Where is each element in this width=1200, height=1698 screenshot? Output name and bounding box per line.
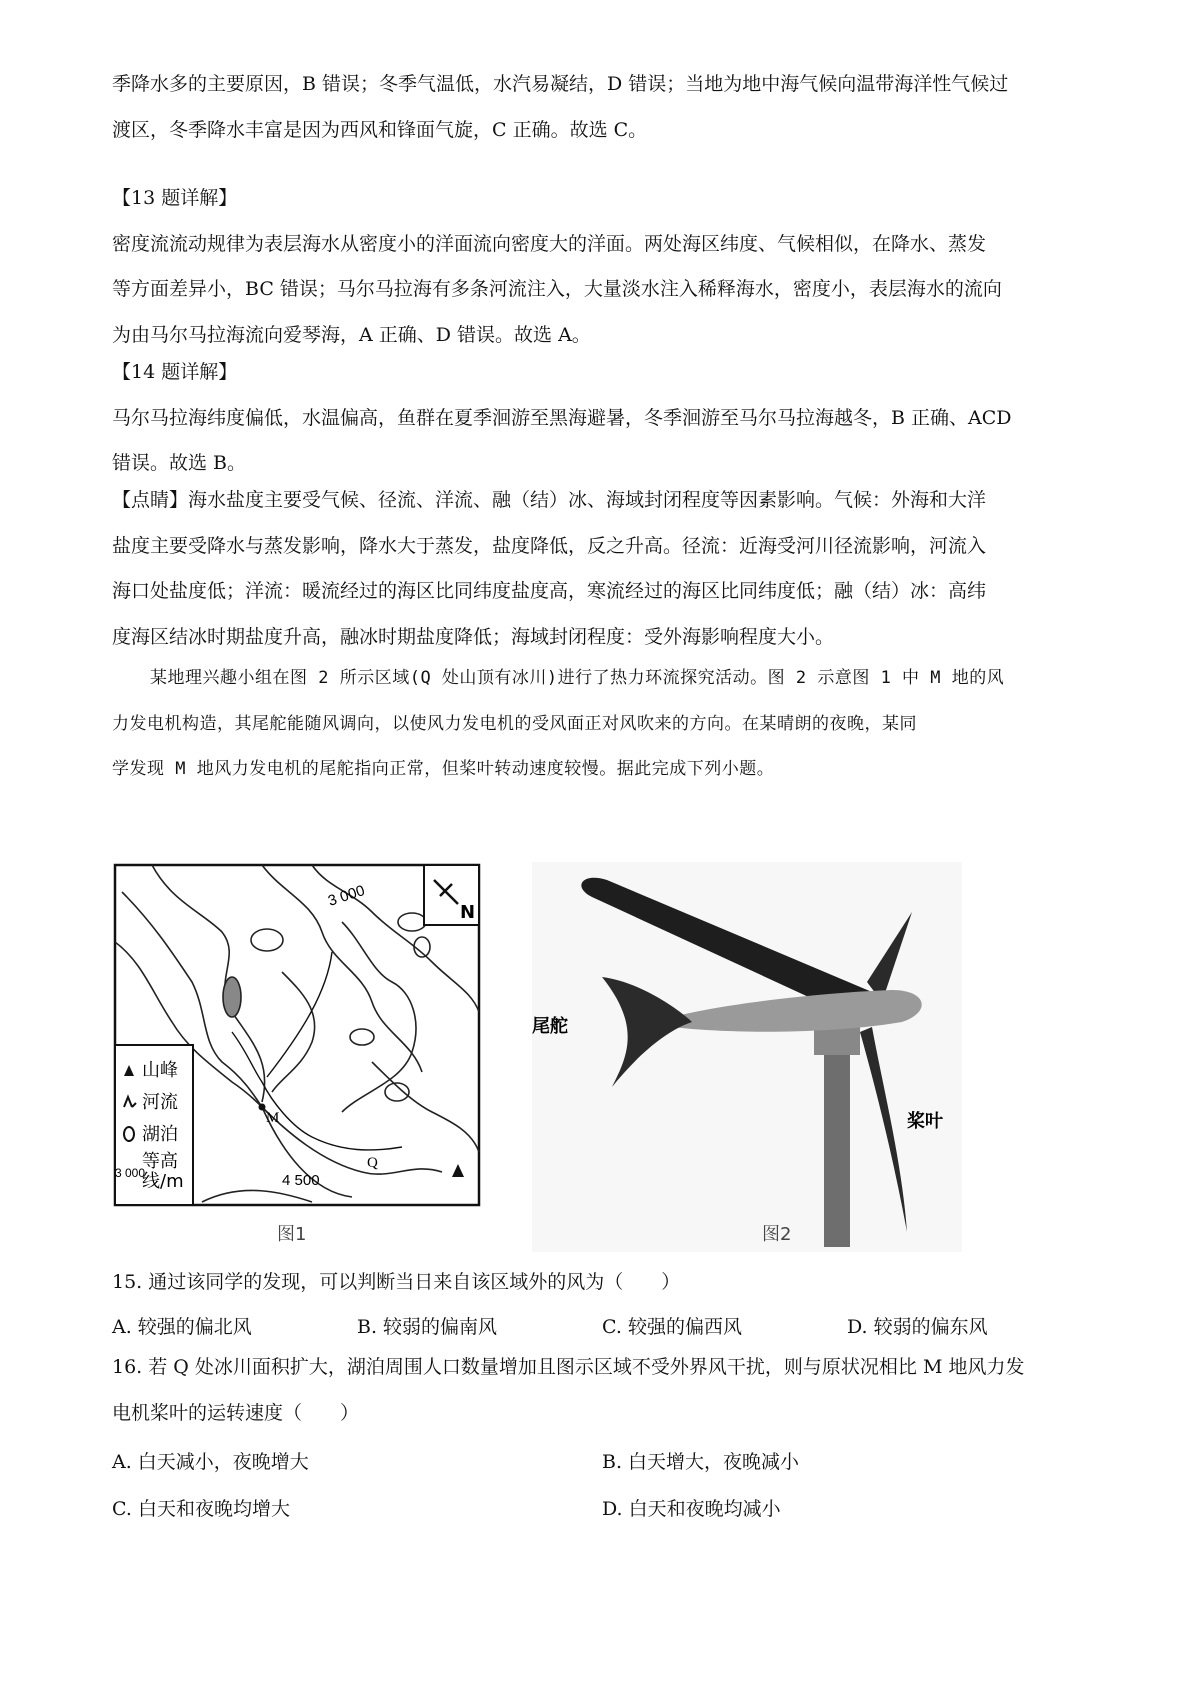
- section-header: 【13 题详解】: [112, 187, 238, 209]
- text-line: 度海区结冰时期盐度升高，融冰时期盐度降低；海域封闭程度：受外海影响程度大小。: [112, 625, 835, 648]
- previous-answer: [112, 62, 1102, 153]
- tail-label: 尾舵: [532, 1016, 568, 1037]
- blade-label: 桨叶: [907, 1111, 943, 1132]
- q16-option-d[interactable]: D. 白天和夜晚均减小: [602, 1498, 781, 1520]
- figure-2-wind-turbine: [532, 862, 962, 1252]
- text-line: 某地理兴趣小组在图 2 所示区域(Q 处山顶有冰川)进行了热力环流探究活动。图 2 示意图 1 中 M 地的风: [150, 668, 1005, 688]
- question-stem: 15. 通过该同学的发现，可以判断当日来自该区域外的风为（ ）: [112, 1271, 681, 1293]
- text-line: 渡区，冬季降水丰富是因为西风和锋面气旋，C 正确。故选 C。: [112, 118, 648, 141]
- question-stem: 16. 若 Q 处冰川面积扩大，湖泊周围人口数量增加且图示区域不受外界风干扰，则与原状况相比 M 地风力发: [112, 1356, 1025, 1378]
- figures: [112, 862, 962, 1252]
- figure-1-contour-map: [112, 862, 512, 1252]
- turbine-mount: [814, 1027, 860, 1055]
- legend-lake: 湖泊: [142, 1124, 178, 1145]
- q14-explanation: [112, 350, 1102, 487]
- q16-option-c[interactable]: C. 白天和夜晚均增大: [112, 1498, 290, 1520]
- q15-option-a[interactable]: A. 较强的偏北风: [112, 1316, 252, 1338]
- q15-option-b[interactable]: B. 较弱的偏南风: [357, 1316, 498, 1338]
- question-stem: 电机桨叶的运转速度（ ）: [112, 1401, 360, 1424]
- text-line: 学发现 M 地风力发电机的尾舵指向正常，但桨叶转动速度较慢。据此完成下列小题。: [112, 759, 775, 779]
- contour-label-top: 3 000: [325, 882, 367, 910]
- compass-label: N: [460, 902, 476, 923]
- text-line: 密度流流动规律为表层海水从密度小的洋面流向密度大的洋面。两处海区纬度、气候相似，在降水、蒸发: [112, 232, 987, 255]
- question-16: [112, 1345, 1102, 1436]
- text-line: 盐度主要受降水与蒸发影响，降水大于蒸发，盐度降低，反之升高。径流：近海受河川径流影响，河流入: [112, 534, 987, 557]
- scenario-text: [112, 656, 1102, 793]
- point-m-label: M: [266, 1110, 280, 1126]
- figure-1-caption: 图1: [277, 1224, 307, 1245]
- question-15: [112, 1260, 1102, 1306]
- text-line: 等方面差异小，BC 错误；马尔马拉海有多条河流注入，大量淡水注入稀释海水，密度小，表层海水的流向: [112, 278, 1002, 300]
- legend-contour-line1: 等高: [142, 1151, 178, 1172]
- text-line: 海口处盐度低；洋流：暖流经过的海区比同纬度盐度高，寒流经过的海区比同纬度低；融（结）冰：高纬: [112, 580, 987, 602]
- legend-contour-line2: 线/m: [142, 1171, 184, 1192]
- text-line: 错误。故选 B。: [112, 452, 247, 474]
- contour-label-bottom: 4 500: [282, 1172, 320, 1189]
- text-line: 马尔马拉海纬度偏低，水温偏高，鱼群在夏季洄游至黑海避暑，冬季洄游至马尔马拉海越冬，B 正确、ACD: [112, 406, 1012, 429]
- q16-option-b[interactable]: B. 白天增大，夜晚减小: [602, 1451, 800, 1473]
- figure-2-caption: 图2: [762, 1224, 792, 1245]
- legend-peak: 山峰: [142, 1060, 178, 1081]
- q13-explanation: [112, 176, 1102, 358]
- point-m-marker: [259, 1104, 266, 1111]
- text-line: 【点睛】海水盐度主要受气候、径流、洋流、融（结）冰、海域封闭程度等因素影响。气候：外海和大洋: [112, 489, 987, 511]
- legend-river: 河流: [142, 1092, 178, 1113]
- q15-option-c[interactable]: C. 较强的偏西风: [602, 1316, 742, 1338]
- q16-option-a[interactable]: A. 白天减小，夜晚增大: [112, 1451, 309, 1473]
- q15-option-d[interactable]: D. 较弱的偏东风: [847, 1316, 988, 1338]
- text-line: 为由马尔马拉海流向爱琴海，A 正确、D 错误。故选 A。: [112, 323, 591, 346]
- key-point-tip: [112, 478, 1102, 660]
- text-line: 季降水多的主要原因，B 错误；冬季气温低，水汽易凝结，D 错误；当地为地中海气候向温带海洋性气候过: [112, 73, 1009, 95]
- legend-contour-sample: 3 000: [115, 1166, 146, 1180]
- turbine-tower: [824, 1047, 850, 1247]
- section-header: 【14 题详解】: [112, 361, 238, 383]
- point-q-label: Q: [367, 1155, 378, 1171]
- text-line: 力发电机构造，其尾舵能随风调向，以使风力发电机的受风面正对风吹来的方向。在某晴朗的夜晚，某同: [112, 713, 917, 734]
